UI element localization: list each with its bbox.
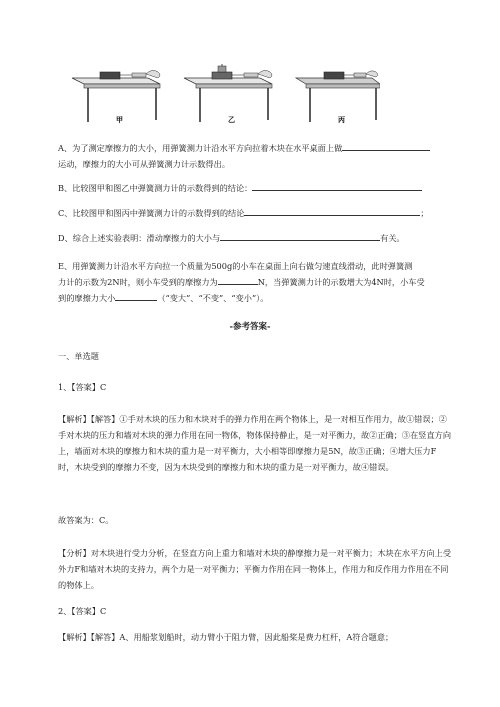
question-e-line2a: 力计的示数为2N时，则小车受到的摩擦力为 xyxy=(58,277,218,287)
question-d-line2: 有关。 xyxy=(380,233,405,243)
question-d xyxy=(58,230,452,246)
q2-analysis: 【解析】【解答】A、用船浆划船时，动力臂小于阻力臂，因此船桨是费力杠杆，A符合题意； xyxy=(58,632,394,642)
answer-blank-e2[interactable] xyxy=(115,291,157,301)
question-c-end: ； xyxy=(420,208,429,218)
question-a-line1: A、为了测定摩擦力的大小，用弹簧测力计沿水平方向拉着木块在水平桌面上做 xyxy=(58,143,343,153)
experiment-figure xyxy=(70,60,380,126)
question-b xyxy=(58,180,452,196)
answer-blank-c[interactable] xyxy=(244,206,420,216)
question-e-line3a: 到的摩擦力大小 xyxy=(58,293,116,303)
question-e-line3b: （“变大”、“不变”、“变小”）。 xyxy=(157,293,269,303)
question-e-line2b: N，当弹簧测力计的示数增大为4N时，小车受 xyxy=(257,277,425,287)
q1-conclusion: 故答案为：C。 xyxy=(58,515,114,525)
question-c-text: C、比较图甲和图丙中弹簧测力计的示数得到的结论 xyxy=(58,208,245,218)
q1-analysis: 【解析】【解答】①手对木块的压力和木块对手的弹力作用在两个物体上，是一对相互作用力，故①错误；②手对木块的压力和墙对木块的弹力作用在同一物体，物体保持静止，是一对平衡力，故②正确；③在竖直方向上，墙面对木块的摩擦力和木块的重力是一对平衡力，大小相等即摩擦力是5N，故③正确；④增大压力F时，木块受到的摩擦力不变，因为木块受到的摩擦力和木块的重力是一对平衡力，故④错误。 xyxy=(58,414,452,472)
answer-blank-e1[interactable] xyxy=(218,275,258,285)
question-a-line2: 运动，摩擦力的大小可从弹簧测力计示数得出。 xyxy=(58,159,230,169)
setup-yi xyxy=(184,64,272,122)
answer-blank-a[interactable] xyxy=(342,141,430,151)
section-heading: 一、单选题 xyxy=(58,351,99,361)
question-a xyxy=(58,140,452,172)
question-e xyxy=(58,258,452,306)
figure-label-bing: 丙 xyxy=(338,115,345,124)
answers-title: -参考答案- xyxy=(229,322,271,332)
question-e-line1: E、用弹簧测力计沿水平方向拉一个质量为500g的小车在桌面上向右做匀速直线滑动，此时弹簧测 xyxy=(58,261,413,271)
q2-answer-head: 2、【答案】C xyxy=(58,606,107,616)
question-b-text: B、比较图甲和图乙中弹簧测力计的示数得到的结论： xyxy=(58,183,253,193)
question-d-line1: D、综合上述实验表明：滑动摩擦力的大小与 xyxy=(58,233,221,243)
answer-blank-b[interactable] xyxy=(252,181,422,191)
answer-blank-d[interactable] xyxy=(220,231,380,241)
question-c xyxy=(58,205,452,221)
q1-answer-head: 1、【答案】C xyxy=(58,382,107,392)
figure-label-yi: 乙 xyxy=(228,115,235,124)
figure-label-jia: 甲 xyxy=(116,115,123,124)
q1-fenxi: 【分析】对木块进行受力分析，在竖直方向上重力和墙对木块的静摩擦力是一对平衡力；木块在水平方向上受外力F和墙对木块的支持力，两个力是一对平衡力；平衡力作用在同一物体上，作用力和反作用力作用在不同的物体上。 xyxy=(58,548,452,590)
